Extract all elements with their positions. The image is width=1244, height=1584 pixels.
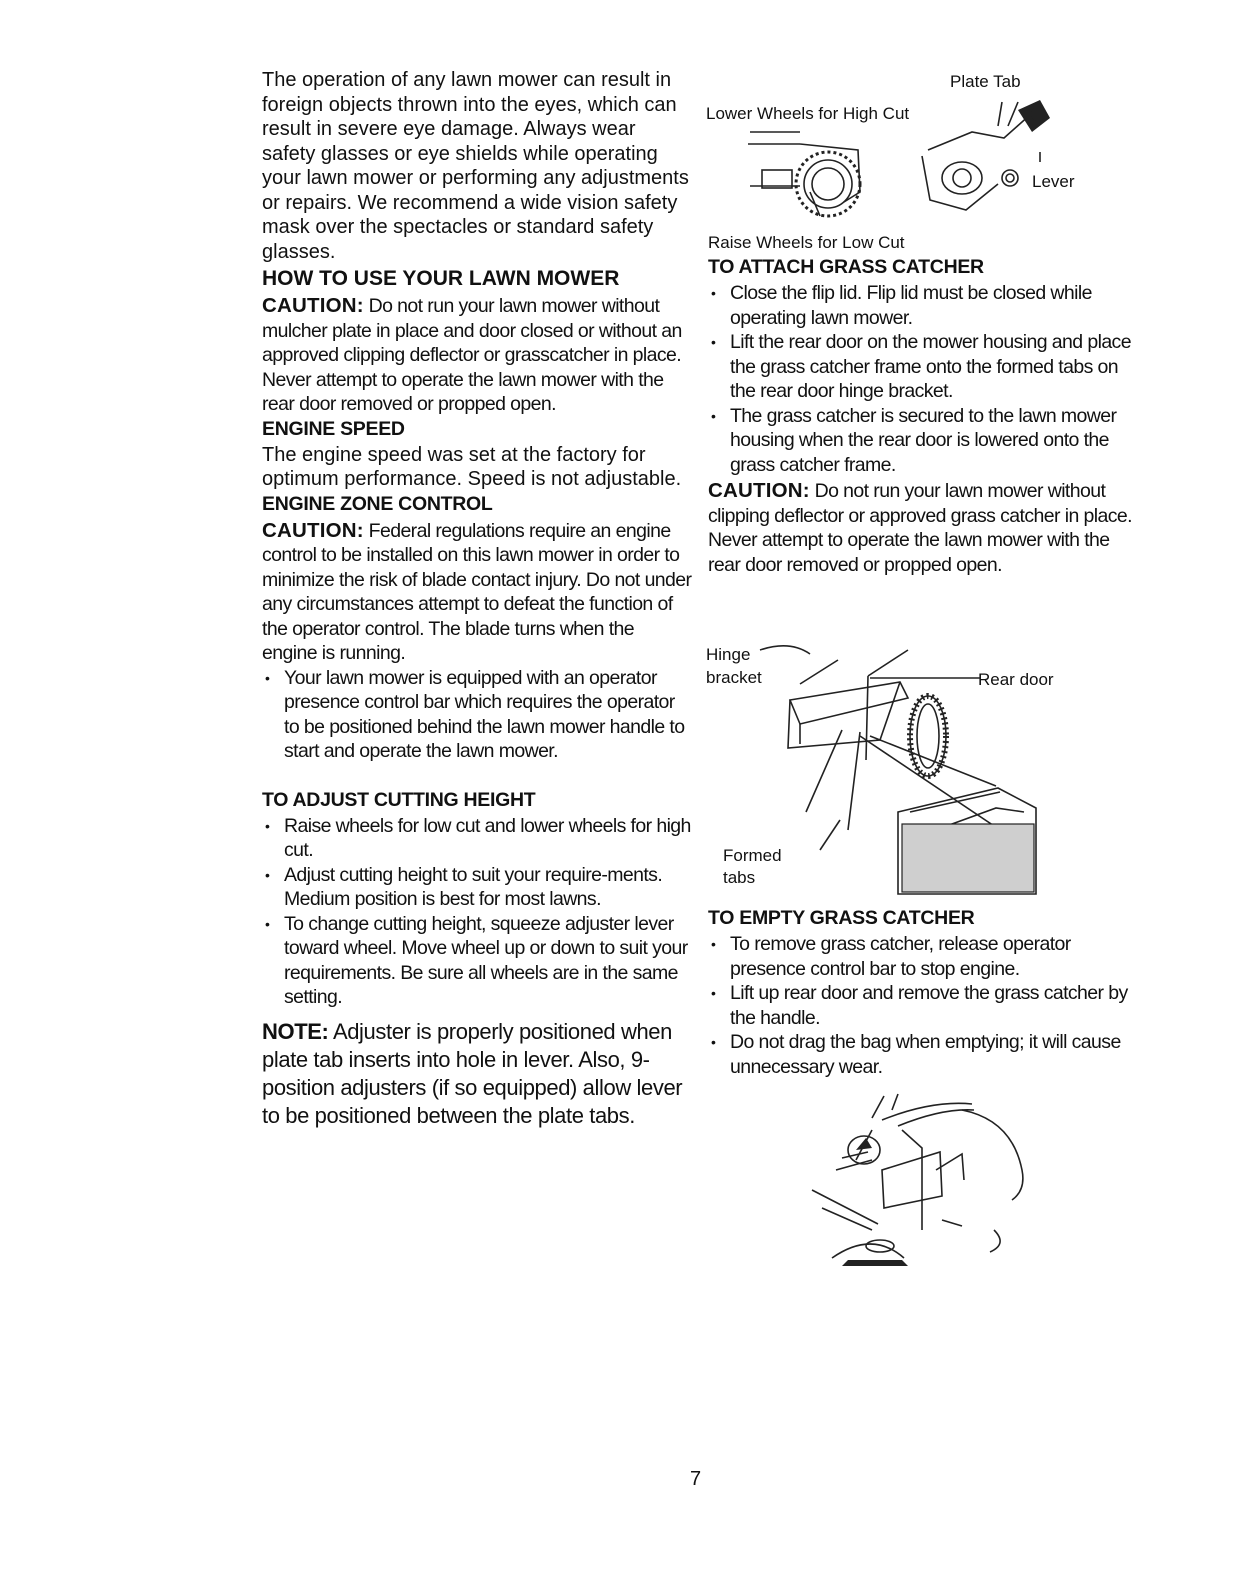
attach-grass-catcher-heading: TO ATTACH GRASS CATCHER xyxy=(708,256,984,278)
attach-bullet-list xyxy=(708,281,1138,477)
formed-label: Formed xyxy=(723,846,782,865)
list-item: • Raise wheels for low cut and lower wheels for high cut. xyxy=(262,814,692,863)
lever-label: Lever xyxy=(1032,172,1075,191)
bracket-label: bracket xyxy=(706,668,762,687)
zone-bullet-list xyxy=(262,666,692,764)
list-item: • Your lawn mower is equipped with an operator presence control bar which requires the operator to be positioned behind the lawn mower handle to start and operate the lawn mower. xyxy=(262,666,692,764)
adjust-height-heading: TO ADJUST CUTTING HEIGHT xyxy=(262,788,536,811)
caution-label: CAUTION: xyxy=(708,479,810,502)
list-item: • Do not drag the bag when emptying; it will cause unnecessary wear. xyxy=(708,1030,1138,1079)
caution-federal xyxy=(262,519,692,666)
caution-text: Federal regulations require an engine control to be installed on this lawn mower in order to minimize the risk of blade contact injury. Do not under any circumstances attempt to defeat the function of the operator control. The blade turns when the engine is running. xyxy=(262,519,692,664)
hinge-label: Hinge xyxy=(706,645,751,664)
rear-door-illustration xyxy=(760,640,1060,900)
adjust-bullet-list xyxy=(262,814,692,1010)
empty-bullet-list xyxy=(708,932,1138,1079)
caution-label: CAUTION: xyxy=(262,518,364,542)
list-item: • To change cutting height, squeeze adjuster lever toward wheel. Move wheel up or down to suit your requirements. Be sure all wheels are in the same setting. xyxy=(262,912,692,1010)
list-item: • To remove grass catcher, release operator presence control bar to stop engine. xyxy=(708,932,1138,981)
empty-catcher-illustration xyxy=(812,1090,1040,1270)
engine-zone-heading: ENGINE ZONE CONTROL xyxy=(262,492,493,515)
caution-label: CAUTION: xyxy=(262,294,364,317)
tabs-label: tabs xyxy=(723,868,756,887)
note-text: Adjuster is properly positioned when plate tab inserts into hole in lever. Also, 9-position adjusters (if so equipped) allow lever to be positioned between the plate tabs. xyxy=(262,1018,683,1128)
left-column xyxy=(262,68,692,1130)
caution-mulcher xyxy=(262,294,692,417)
wheel-adjuster-illustration xyxy=(740,92,1060,222)
safety-intro: The operation of any lawn mower can result in foreign objects thrown into the eyes, which can result in severe eye damage. Always wear safety glasses or eye shields while operating your lawn mower or performing any adjustments or repairs. We recommend a wide vision safety mask over the spectacles or standard safety glasses. xyxy=(262,69,689,263)
plate-tab-label: Plate Tab xyxy=(950,72,1021,91)
list-item: • Adjust cutting height to suit your require-ments. Medium position is best for most lawns. xyxy=(262,863,692,912)
caution-clipping-deflector xyxy=(708,479,1138,577)
list-item: • Close the flip lid. Flip lid must be closed while operating lawn mower. xyxy=(708,281,1138,330)
lower-wheels-label: Lower Wheels for High Cut xyxy=(706,104,910,123)
caution-text: Do not run your lawn mower without mulcher plate in place and door closed or without an approved clipping deflector or grasscatcher in place. Never attempt to operate the lawn mower with the rear door removed or propped open. xyxy=(262,295,682,415)
attach-section xyxy=(708,255,1138,577)
adjuster-note xyxy=(262,1018,692,1130)
raise-wheels-label: Raise Wheels for Low Cut xyxy=(708,233,905,252)
engine-speed-heading: ENGINE SPEED xyxy=(262,417,405,440)
empty-section xyxy=(708,906,1138,1079)
list-item: • Lift the rear door on the mower housing and place the grass catcher frame onto the formed tabs on the rear door hinge bracket. xyxy=(708,330,1138,404)
rear-door-label: Rear door xyxy=(978,670,1054,689)
note-label: NOTE: xyxy=(262,1018,329,1044)
list-item: • The grass catcher is secured to the lawn mower housing when the rear door is lowered onto the grass catcher frame. xyxy=(708,404,1138,478)
list-item: • Lift up rear door and remove the grass catcher by the handle. xyxy=(708,981,1138,1030)
how-to-use-heading: HOW TO USE YOUR LAWN MOWER xyxy=(262,267,620,290)
caution-text: Do not run your lawn mower without clipping deflector or approved grass catcher in place. Never attempt to operate the lawn mower with the rear door removed or propped open. xyxy=(708,480,1132,576)
empty-grass-catcher-heading: TO EMPTY GRASS CATCHER xyxy=(708,907,975,929)
engine-speed-text: The engine speed was set at the factory for optimum performance. Speed is not adjustable. xyxy=(262,443,682,490)
page-number: 7 xyxy=(690,1468,702,1490)
